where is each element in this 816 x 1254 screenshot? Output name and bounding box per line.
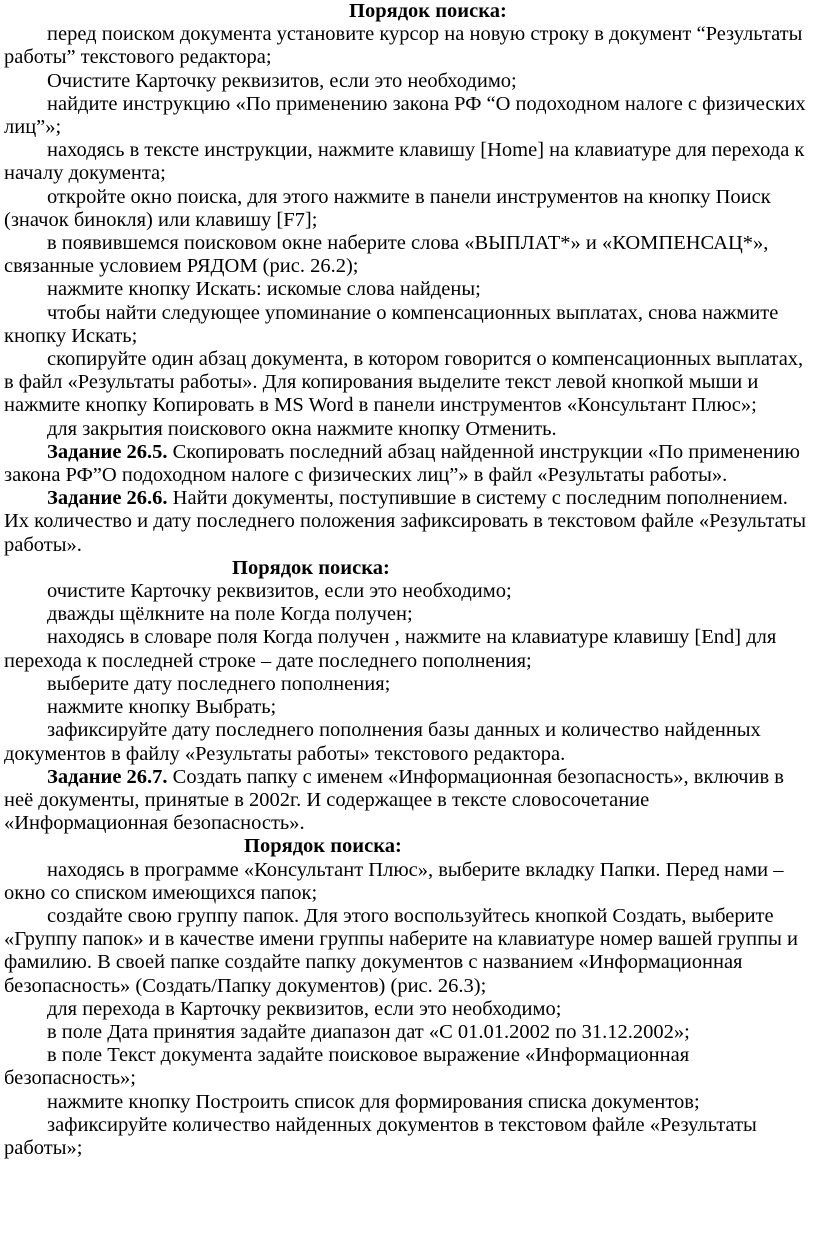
- task-paragraph: [4, 766, 812, 836]
- section-heading: Порядок поиска:: [349, 0, 507, 22]
- instruction-step: для закрытия поискового окна нажмите кнопку Отменить.: [47, 417, 557, 440]
- task-text: Скопировать последний абзац найденной инструкции «По применению закона РФ”О подоходном налоге с физических лиц”» в файл «Результаты работы».: [4, 440, 800, 487]
- task-paragraph: [4, 487, 812, 557]
- instruction-step: зафиксируйте количество найденных документов в текстовом файле «Результаты работы»;: [4, 1113, 757, 1159]
- instruction-step: откройте окно поиска, для этого нажмите в панели инструментов на кнопку Поиск (значок бинокля) или клавишу [F7];: [4, 185, 771, 231]
- instruction-step: нажмите кнопку Выбрать;: [47, 696, 277, 719]
- instruction-step: выберите дату последнего пополнения;: [47, 672, 391, 695]
- instruction-step: скопируйте один абзац документа, в котором говорится о компенсационных выплатах, в файл «Результаты работы». Для копирования выделите текст левой кнопкой мыши и нажмите кнопку Копировать в MS Word в панели инструментов «Консультант Плюс»;: [4, 348, 804, 417]
- instruction-step: дважды щёлкните на поле Когда получен;: [47, 603, 413, 626]
- instruction-step: в появившемся поисковом окне наберите слова «ВЫПЛАТ*» и «КОМПЕНСАЦ*», связанные условием РЯДОМ (рис. 26.2);: [4, 232, 769, 278]
- task-text: Найти документы, поступившие в систему с последним пополнением. Их количество и дату последнего положения зафиксировать в текстовом файле «Результаты работы».: [4, 487, 806, 556]
- instruction-step: нажмите кнопку Искать: искомые слова найдены;: [47, 278, 481, 301]
- instruction-step: создайте свою группу папок. Для этого воспользуйтесь кнопкой Создать, выберите «Группу папок» и в качестве имени группы наберите на клавиатуре номер вашей группы и фамилию. В своей папке создайте папку документов с названием «Информационная безопасность» (Создать/Папку документов) (рис. 26.3);: [4, 904, 798, 997]
- instruction-step: нажмите кнопку Построить список для формирования списка документов;: [47, 1090, 700, 1113]
- instruction-step: зафиксируйте дату последнего пополнения базы данных и количество найденных документов в файлу «Результаты работы» текстового редактора.: [4, 719, 761, 765]
- instruction-step: находясь в тексте инструкции, нажмите клавишу [Home] на клавиатуре для перехода к началу документа;: [4, 139, 805, 185]
- instruction-step: Очистите Карточку реквизитов, если это необходимо;: [47, 69, 517, 92]
- instruction-step: найдите инструкцию «По применению закона РФ “О подоходном налоге с физических лиц”»;: [4, 92, 806, 139]
- instruction-step: чтобы найти следующее упоминание о компенсационных выплатах, снова нажмите кнопку Искать;: [4, 301, 779, 347]
- instruction-step: находясь в словаре поля Когда получен , нажмите на клавиатуре клавишу [End] для перехода к последней строке – дате последнего пополнения;: [4, 626, 777, 672]
- instruction-step: перед поиском документа установите курсор на новую строку в документ “Результаты работы” текстового редактора;: [4, 23, 803, 69]
- instruction-step: находясь в программе «Консультант Плюс», выберите вкладку Папки. Перед нами – окно со списком имеющихся папок;: [4, 858, 784, 904]
- task-text: Создать папку с именем «Информационная безопасность», включив в неё документы, принятые в 2002г. И содержащее в тексте словосочетание «Информационная безопасность».: [4, 765, 784, 835]
- instruction-step: в поле Дата принятия задайте диапазон дат «С 01.01.2002 по 31.12.2002»;: [47, 1020, 690, 1043]
- section-heading: Порядок поиска:: [232, 556, 390, 579]
- task-label: Задание 26.7.: [47, 765, 168, 788]
- task-label: Задание 26.6.: [47, 487, 168, 510]
- task-label: Задание 26.5.: [47, 440, 168, 463]
- instruction-step: для перехода в Карточку реквизитов, если это необходимо;: [47, 997, 562, 1020]
- section-heading: Порядок поиска:: [244, 835, 402, 858]
- task-paragraph: [4, 441, 812, 487]
- instruction-step: в поле Текст документа задайте поисковое выражение «Информационная безопасность»;: [4, 1044, 690, 1090]
- instruction-step: очистите Карточку реквизитов, если это необходимо;: [47, 580, 512, 603]
